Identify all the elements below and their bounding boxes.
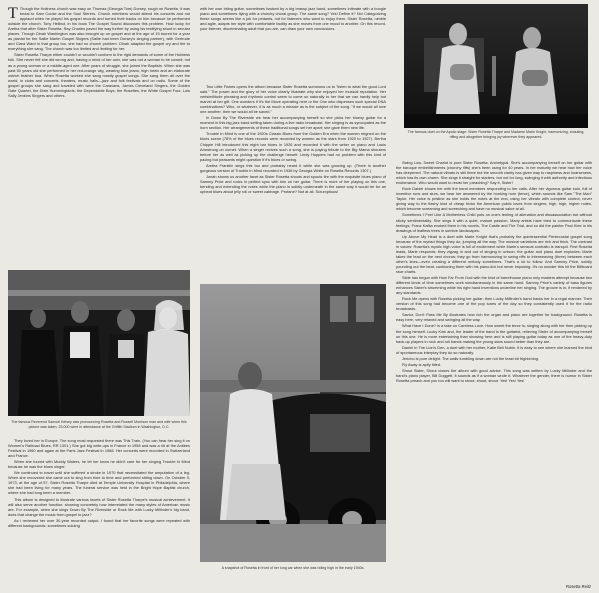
photo-apollo-stage-image <box>404 4 588 128</box>
photo-wedding-ceremony-image <box>8 270 190 416</box>
paragraph: Jonah shows us another facet as Sister Rosetta shouts and spouts fire with the exquisite blues piano of Sammy Price and rocks in perfect sync with him on her guitar. There is more of her playing on this one, bending and extending the notes while the piano is solidly underneath in the same way it would be for an upbeat blues about jelly roll or sweet cabbage. Profane? Not at all. Scrumptious! <box>200 173 386 194</box>
paragraph: Slide has begun with How Far From God with the kind of barrelhouse piano only masters attempt because two different kinds of time sometimes work simultaneously in the same hand. Sammy Price's variety of bass figures enhances Sister's strumming while his right hand inventions underline her singing. The groove is in, if rendered by any standards. <box>396 275 592 296</box>
paragraph: Trouble In Mind is one of the 1920s Classic Blues from the Golden Era when the women reigned on the blues scene (78% of the blues records were recorded by women as the stars from 1920 to 1927). Bertha Chippie Hill introduced this eight bar blues in 1926 and recorded it with the writer on piano and Louis Armstrong on cornet. When a singer revives such a song, she is paying tribute to the Big Mama shouters before her as well as picking up the challenge herself. Lindy Hoppers had no problem with this kind of pacing but peasants might question if it's blues or swing. <box>200 131 386 162</box>
paragraph: Aretha Franklin sings this too and probably heard it while she was growing up. (There is another gorgeous version of Trouble In Mind recorded in 1936 by Georgia White on Rosetta Records 1307.) <box>200 162 386 173</box>
paragraph: They loved her in Europe. The song most requested there was This Train. (You can hear her sing it on Women's Railroad Blues, RR 1301.) She got big write-ups in France in 1958 and was a hit at the Antibes Festival in 1960 and again at the Paris Jazz Festival in 1968. Her concerts were recorded in Switzerland and France. <box>8 438 190 459</box>
column-1-bottom-text <box>8 438 190 588</box>
paragraph: As I reviewed her over 30-year recorded output, I found that her favorite songs were repeated with different backgrounds; sometimes soloing <box>8 517 190 528</box>
photo-wedding-ceremony <box>8 270 190 416</box>
paragraph: with her own biting guitar, sometimes backed by a big brassy jazz band, sometimes intimate with a boogie piano and sometimes flying with a churchy choral group. The same song? Yes! Define it? No! Categorizing these songs seems like a job for pedants, not for listeners who want to enjoy them. Sister Rosetta, nimble and agile, adapts her style with comfortable facility as she moves from one mood to another. On this record, your listener, discriminating adult that you are, can draw your own conclusions. <box>200 6 386 32</box>
paragraph: Shout Sister, Shout closes the album with good advice. This song was written by Lucky Millinder and the band's piano player, Bill Doggett. It sounds as if a woman wrote it. Whatever the gender, there is humor in Sister Rosetta preach and you too will want to shout, shout, shout. Yes! Yes! Yes! <box>396 367 592 383</box>
column-2-top-text <box>200 6 386 64</box>
paragraph: Sometimes I Feel Like A Motherless Child puts on one's feeling of alienation and dissassociation but without sticky sentimentality. She sings it with a quiet, mature passion. Many artists have tried to communicate these feelings. Franz Kafka evoked them in his novels, The Castle and The Trial, and so did the painter Paul Klee in his drawings of leafless trees in sombre landscapes. <box>396 212 592 233</box>
paragraph <box>8 6 190 51</box>
paragraph: This album is designed to illustrate various facets of Sister Rosetta Tharpe's musical achievement. It will also serve another function: showing concretely how interrelated the many styles of American music are. For example, when she sings Down By The Riverside or Rock Me with Lucky Millinder's big band, does that change the music from gospel to jazz? <box>8 496 190 517</box>
column-3-text <box>396 160 592 584</box>
photo-apollo-stage <box>404 4 588 128</box>
caption-rosetta-with-car: A snapshot of Rosetta in front of her long car when she was riding high in the early 1940s. <box>221 566 365 570</box>
drop-cap: T <box>8 6 18 22</box>
paragraph: Jericho is pure delight. The walls tumbling down are not the least bit frightening. <box>402 355 540 361</box>
paragraph: Fly Away is aptly titled. <box>402 361 442 367</box>
photo-rosetta-with-car <box>200 284 386 562</box>
paragraph: In Down By The Riverside we hear her accompanying herself so she picks her bluesy guitar for a moment in this big jazz band setting taken during a live radio broadcast. Her singing is as syncopated as the horn section. Her arrangements of these traditional songs set her apart; she gave them new life. <box>200 115 386 131</box>
column-1-top-text <box>8 6 190 268</box>
paragraph: We continued to travel until she suffered a stroke in 1970 that necessitated the amputation of a leg. When she recovered she came out to sing from time to time and performed sitting down. On October 9, 1973, at the age of 57, Sister Rosetta Tharpe died at Temple University Hospital in Philadelphia, where she had been living for many years. The funeral service was held in the Bright Hope Baptist church, where she had long been a member. <box>8 470 190 496</box>
paragraph: Savior, Don't Pass Me By illustrates how rich the organ and piano are together for background. Rosetta is easy here, very relaxed and swinging all the way. <box>396 312 592 323</box>
column-2-bottom-text <box>200 84 386 272</box>
photo-rosetta-with-car-image <box>200 284 386 562</box>
paragraph: When she toured with Muddy Waters, he let her know he didn't care for her singing Trouble In Mind because he was the blues singer. <box>8 459 190 470</box>
caption-wedding-ceremony: The famous Reverend Samuel Kelsey was pronouncing Rosetta and Russell Morrison man and wife when this picture was taken, 25,000 were in attendance at the Griffith Stadium in Washington, D.C. <box>11 420 187 429</box>
paragraph: Swing Low, Sweet Chariot is pure Sister Rosetta. Archetypal. She's accompanying herself on her guitar with the baroque embellishments (churchy riffs) she's been using for 40 years. In her maturity we hear how her voice has deepened. The natural vibrato is still there but the smooth clarity has given way to raspiness and hoarseness, which has its own charm. She sings it straight for starters, but not for long, swinging it with authority and infectious exuberance. Who would want to resist her preaching? Say it, Sister! <box>396 160 592 186</box>
paragraph: Rock Me opens with Rosetta picking her guitar; then Lucky Millinder's band backs her in a regal manner. Their version of this song had become one of the pop tunes of the day so they consistently used it for the radio broadcasts. <box>396 296 592 312</box>
paragraph: Two Little Fishes opens the album because Sister Rosetta summons us to "listen to what the good Lord said." The power and the glory of her voice clearly illustrate why she enjoyed her musical reputation. Her verisimilitude phrasing and rhythmic control seem to come so naturally to her that we can hardly help but marvel at her gift. One wonders if it's the Move operating here or the One who dispenses such special DNA combinations? Who, or whatever, it is as much a miracle as is the subject of the song. "If we would all love one another, then we would all be saved." <box>200 84 386 115</box>
paragraph: Daniel In The Lion's Den, a duet with her mother, Katie Bell Nubin. It is easy to see where she learned the kind of spontaneous interplay they do so naturally. <box>396 344 592 355</box>
paragraph-text: Though the Holiness church was easy on Thomas (Georgia Tom) Dorsey, rough on Rosetta, it was brutal to Sam Cooke and the Soul Stirrers. Church members would attend his concerts and not applaud when he played his gospel records and turned their backs on him because he performed outside the church. Tony Heilbut, in his book The Gospel Sound discusses this problem. How lucky for Aretha that after Sister Rosetta, Ray Charles paved the way further by using his testifying shout in secular places. Though Dinah Washington was also brought up on gospel and at the age of 15 toured for a year as pianist for the Sallie Martin Gospel Singers (Sallie had been Dorsey's singing partner), with Gertrude and Clara Ward in that group too, she had no church problem. Dinah adapted the gospel cry and fire to everything she sang. The church was too limited and limiting for her. <box>8 6 190 52</box>
signature: Rosetta Reitz <box>566 584 592 589</box>
paragraph: Sister Rosetta Tharpe either couldn't or wouldn't conform to the rigid demands of some of the Holiness folk. She never felt she did wrong and, having a mind of her own, she was not a woman to be cowed; not as a young woman or a middle-aged one. After years of struggle, she joined the Baptists. When she was past 50 years old she performed in her red-orange wig, wearing blue jeans, high heels and an elaborate ostrich feather boa. When Rosetta worked she sang mostly gospel songs. She sang them all over the world, in clubs and concerts, theaters, music halls—jazz and folk festivals and on radio. Some of the gospel groups she sang and traveled with were the Caravans, James Cleveland Singers, the Golden Gate Quartet, the Dixie Hummingbirds, the Dependable Boys, the Rosettes, the White Gospel Four, Lois Sally Jenkins Singers and others. <box>8 52 190 98</box>
caption-apollo-stage: The famous duet on the Apollo stage: Sister Rosetta Tharpe and Madame Marie Knight, harmonizing, shouting, riffing and altogether bringing joy wherever they appeared. <box>407 130 585 139</box>
paragraph: What Have I Done? is a take on Careless Love. How sweet the tenor is, singing along with her then picking up the song himself. Lucky Kink and, the leader of the band is the guitarist, relieving Sister of accompanying herself on this one. He is more entertaining than showing here and is still playing guitar today as one of the heavy-duty back-up players in rock and roll bands making the young stars sound better than they are. <box>396 323 592 344</box>
paragraph: Rock Daniel shows her with the band members responding to her calls. After her vigorous guitar solo, full of inventive runs and slurs, we hear her answered by the honking horn (tenor), which sounds like Sam "The Man" Taylor. Her voice is pristine as she holds the notes at the end, using her vibrato with complete control, never giving way to the flashy kind of cheap tricks the American public loves from singers; high, high, higher notes, which become screaming and screeching and have no musical value at all. <box>396 186 592 212</box>
paragraph: Up Above My Head is a duet with Marie Knight that's probably the quintessential Pentecostal gospel song because of the myriad things they do, jumping all the way. The musical variations are rich and thick. The contrast in voices: Rosetta's mystic high voice is full of excitement while Marie's sensual contralto is tranquil. First Rosetta leads, Marie responds; they zigzag in and out of singing in unison; the guitar and piano duet explodes; Marie takes the lead on the next chorus; they go from harmonizing to swing riffs to interweaving (three) between each other's lines—even creating a different melody sometimes. That's a lot to follow. And Sammy Price, solidly pounding out the beat, cushioning them with his piano-lick but never imposing. It's no wonder this hit the Billboard race charts. <box>396 233 592 274</box>
